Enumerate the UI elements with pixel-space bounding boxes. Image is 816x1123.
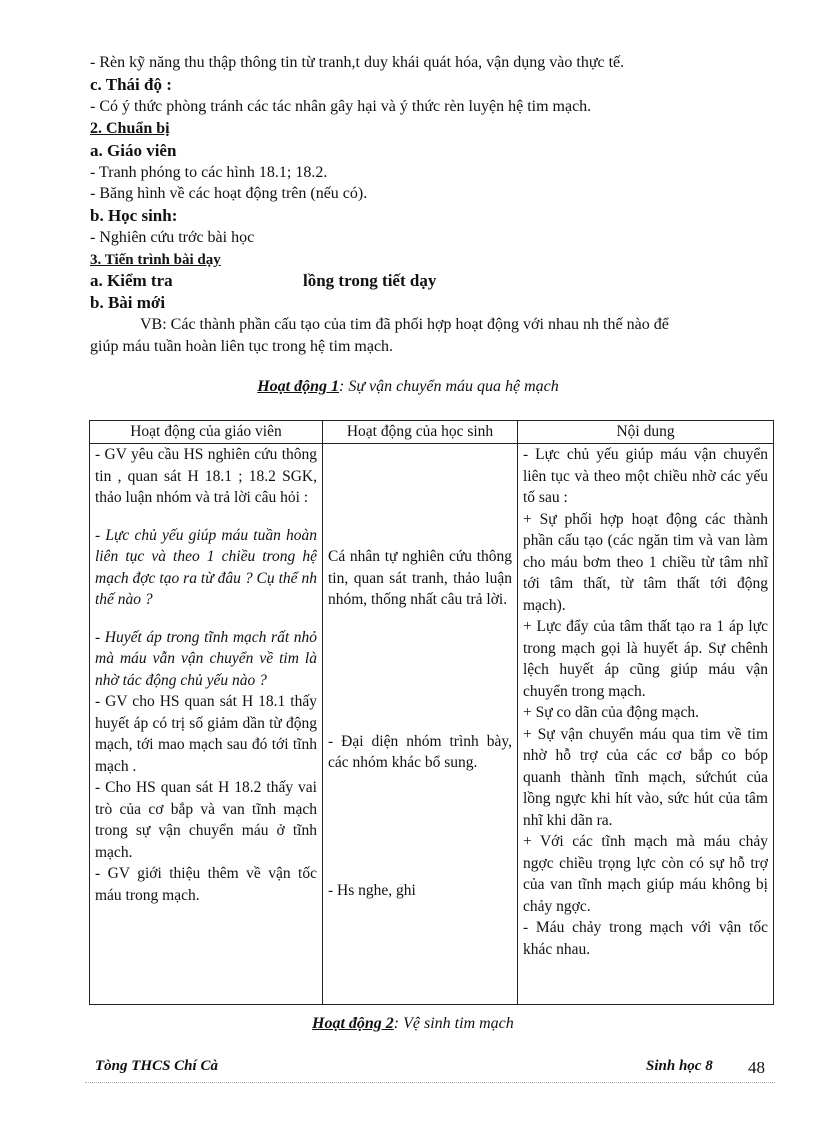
table-header-row — [90, 421, 774, 444]
teacher-step-4: - GV giới thiệu thêm về vận tốc máu trong mạch. — [95, 865, 317, 904]
check-note: lồng trong tiết dạy — [303, 271, 437, 290]
new-lesson-heading: b. Bài mới — [90, 293, 166, 312]
teacher-step-3: - Cho HS quan sát H 18.2 thấy vai trò của cơ bắp và van tĩnh mạch trong sự vận chuyển máu ở tĩnh mạch. — [95, 779, 317, 861]
teacher-step-2: - GV cho HS quan sát H 18.1 thấy huyết áp có trị số giảm dần từ động mạch, tới mao mạch sau đó tới tĩnh mạch . — [95, 693, 317, 775]
content-item-2: + Sự phối hợp hoạt động các thành phần cấu tạo (các ngăn tim và van làm cho máu bơm theo 1 chiều từ tâm nhĩ tới tâm thất, từ tâm thất tới động mạch). — [523, 510, 768, 614]
activity-2-label: Hoạt động 2 — [312, 1015, 394, 1032]
preparation-heading: 2. Chuẩn bị — [90, 120, 170, 137]
teacher-step-1: - GV yêu cầu HS nghiên cứu thông tin , quan sát H 18.1 ; 18.2 SGK, thảo luận nhóm và trả lời câu hỏi : — [95, 446, 317, 506]
content-item-7: - Máu chảy trong mạch với vận tốc khác nhau. — [523, 919, 768, 958]
content-item-5: + Sự vận chuyển máu qua tim về tim nhờ hỗ trợ của các cơ bắp co bóp quanh thành tĩnh mạch, sứchút của lồng ngực khi hít vào, sức hút của tâm nhĩ khi dãn ra. — [523, 725, 768, 829]
activity-1-label: Hoạt động 1 — [257, 378, 339, 395]
page-number: 48 — [748, 1058, 765, 1077]
teacher-question-1: - Lực chủ yếu giúp máu tuần hoàn liên tục và theo 1 chiều trong hệ mạch đợc tạo ra từ đâu ? Cụ thể nh thế nào ? — [95, 526, 317, 608]
footer-subject: Sinh học 8 — [646, 1058, 713, 1074]
activity-table — [89, 420, 774, 1005]
attitude-line: - Có ý thức phòng tránh các tác nhân gây hại và ý thức rèn luyện hệ tim mạch. — [90, 98, 592, 115]
intro-line-1: VB: Các thành phần cấu tạo của tim đã phối hợp hoạt động với nhau nh thế nào để — [140, 316, 669, 333]
table-body-row — [90, 444, 774, 1005]
header-student: Hoạt động của học sinh — [323, 421, 518, 444]
student-activity-3: - Hs nghe, ghi — [328, 881, 416, 899]
teacher-question-2: - Huyết áp trong tĩnh mạch rất nhỏ mà máu vẫn vận chuyển về tim là nhờ tác động chủ yếu nào ? — [95, 628, 317, 689]
teacher-item-2: - Băng hình về các hoạt động trên (nếu có). — [90, 185, 368, 202]
student-activity-2: - Đại diện nhóm trình bày, các nhóm khác bổ sung. — [328, 732, 512, 771]
intro-line-2: giúp máu tuần hoàn liên tục trong hệ tim mạch. — [90, 338, 394, 355]
activity-2-title — [312, 1015, 514, 1033]
teacher-column — [90, 444, 323, 1005]
check-heading: a. Kiểm tra — [90, 271, 173, 290]
activity-1-title — [0, 378, 816, 396]
activity-2-text: : Vệ sinh tim mạch — [393, 1015, 514, 1032]
content-column — [518, 444, 774, 1005]
attitude-heading: c. Thái độ : — [90, 75, 172, 94]
process-heading: 3. Tiến trình bài dạy — [90, 252, 221, 268]
content-item-4: + Sự co dãn của động mạch. — [523, 704, 699, 721]
student-column — [323, 444, 518, 1005]
content-item-6: + Với các tĩnh mạch mà máu chảy ngợc chiều trọng lực còn có sự hỗ trợ của van tĩnh mạch giúp máu không bị chảy ngợc. — [523, 833, 768, 915]
teacher-heading: a. Giáo viên — [90, 141, 177, 160]
teacher-item-1: - Tranh phóng to các hình 18.1; 18.2. — [90, 164, 328, 181]
content-item-1: - Lực chủ yếu giúp máu vận chuyển liên tục và theo một chiều nhờ các yếu tố sau : — [523, 446, 768, 506]
student-item-1: - Nghiên cứu trớc bài học — [90, 229, 255, 246]
header-teacher: Hoạt động của giáo viên — [90, 421, 323, 444]
content-item-3: + Lực đẩy của tâm thất tạo ra 1 áp lực trong mạch gọi là huyết áp. Sự chênh lệch huyết áp cũng giúp máu vận chuyển trong mạch. — [523, 618, 768, 700]
student-heading: b. Học sinh: — [90, 206, 178, 225]
header-content: Nội dung — [518, 421, 774, 444]
skill-line: - Rèn kỹ năng thu thập thông tin từ tranh,t duy khái quát hóa, vận dụng vào thực tế. — [90, 54, 625, 71]
footer-divider — [85, 1082, 775, 1083]
footer-school: Tòng THCS Chí Cà — [95, 1058, 218, 1074]
student-activity-1: Cá nhân tự nghiên cứu thông tin, quan sát tranh, thảo luận nhóm, thống nhất câu trả lời. — [328, 548, 512, 608]
activity-1-text: : Sự vận chuyển máu qua hệ mạch — [339, 378, 559, 395]
